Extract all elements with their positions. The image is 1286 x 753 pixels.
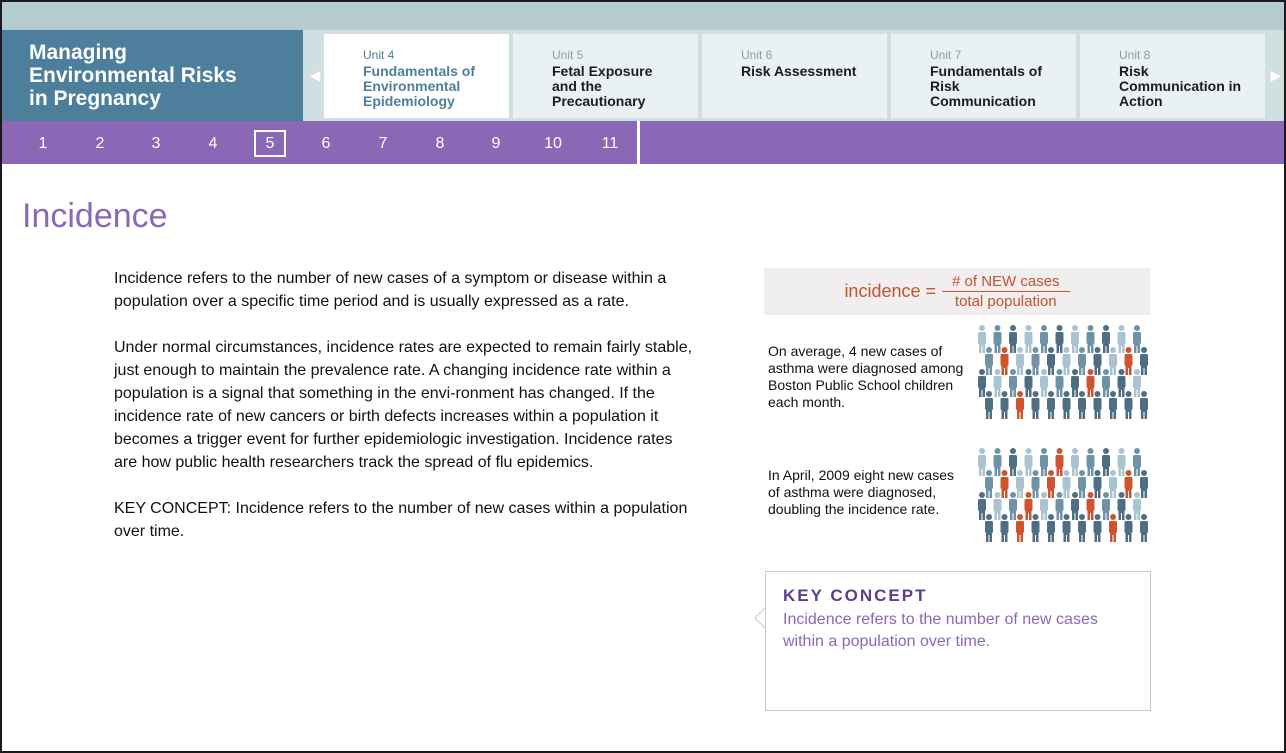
person-figure-icon [1071,369,1079,397]
person-figure-icon [1094,347,1102,375]
person-figure-icon [985,347,993,375]
page-navigation [2,121,1284,164]
person-figure-icon [1087,325,1095,353]
formula-label: incidence = [844,281,937,301]
person-figure-icon [1009,325,1017,353]
person-figure-icon [1078,347,1086,375]
formula-fraction [942,273,1070,310]
person-figure-icon [1094,514,1102,542]
person-figure-icon [1118,325,1126,353]
person-figure-icon [1056,448,1064,476]
person-figure-icon [1063,470,1071,498]
person-figure-icon [1102,369,1110,397]
unit-tab-5[interactable] [513,34,698,118]
person-figure-icon [1047,347,1055,375]
key-concept-callout [765,571,1151,711]
paragraph-key-concept: KEY CONCEPT: Incidence refers to the number of new cases within a population over time. [114,500,688,540]
person-figure-icon [1063,391,1071,419]
course-title: Managing Environmental Risks in Pregnancy [2,30,303,121]
unit-name: Fundamentals of Risk Communication [930,63,1043,109]
person-figure-icon [1063,347,1071,375]
person-figure-icon [1118,369,1126,397]
person-figure-icon [1071,492,1079,520]
person-figure-icon [1032,470,1040,498]
person-figure-icon [1078,391,1086,419]
prev-unit-arrow-icon[interactable]: ◀ [309,67,321,83]
stat-april-2009-cases: In April, 2009 eight new cases of asthma were diagnosed, doubling the incidence rate. [768,467,955,517]
paragraph-definition: Incidence refers to the number of new cases of a symptom or disease within a population over a specific time period and is usually expressed as a rate. [114,270,667,310]
person-figure-icon [994,325,1002,353]
unit-name: Fundamentals of Environmental Epidemiology [363,63,476,109]
page-button-2[interactable]: 2 [95,135,105,152]
formula-denominator: total population [954,293,1057,310]
person-figure-icon [1071,325,1079,353]
person-figure-icon [1102,325,1110,353]
person-figure-icon [1087,369,1095,397]
person-figure-icon [1056,492,1064,520]
person-figure-icon [1109,470,1117,498]
person-figure-icon [985,470,993,498]
person-figure-icon [1125,347,1133,375]
person-figure-icon [1040,448,1048,476]
unit-number: Unit 6 [741,48,773,62]
person-figure-icon [1133,325,1141,353]
unit-number: Unit 5 [552,48,584,62]
page-button-6[interactable]: 6 [321,135,331,152]
person-figure-icon [1032,347,1040,375]
person-figure-icon [1071,448,1079,476]
person-figure-icon [985,514,993,542]
person-figure-icon [1025,492,1033,520]
person-figure-icon [1087,492,1095,520]
person-figure-icon [994,448,1002,476]
person-figure-icon [1094,470,1102,498]
person-figure-icon [994,369,1002,397]
unit-tab-4[interactable] [324,34,509,118]
unit-name: Risk Assessment [741,63,857,79]
unit-name: Fetal Exposure and the Precautionary [552,63,653,109]
person-figure-icon [1140,347,1148,375]
stat-monthly-cases: On average, 4 new cases of asthma were diagnosed among Boston Public School children each month. [768,343,964,410]
person-figure-icon [978,325,986,353]
person-figure-icon [1056,369,1064,397]
page-button-3[interactable]: 3 [151,135,161,152]
paragraph-circumstances: Under normal circumstances, incidence rates are expected to remain fairly stable, just enough to maintain the prevalence rate. A changing incidence rate within a population is a signal that something in the envi-ronment has changed. If the incidence rate of new cancers or birth defects increases within a population it becomes a trigger event for further epidemiologic investigation. Incidence rates are how public health researchers track the spread of flu epidemics. [114,339,693,471]
person-figure-icon [1009,369,1017,397]
person-figure-icon [1063,514,1071,542]
person-figure-icon [1032,391,1040,419]
key-concept-text: Incidence refers to the number of new cases within a population over time. [783,611,1098,650]
unit-number: Unit 8 [1119,48,1151,62]
person-figure-icon [1016,347,1024,375]
page-button-8[interactable]: 8 [435,135,445,152]
incidence-formula [764,268,1150,315]
body-text [114,267,694,566]
page-button-10[interactable]: 10 [544,135,562,152]
person-figure-icon [1009,492,1017,520]
people-figures-8-highlighted [970,448,1150,560]
person-figure-icon [1140,470,1148,498]
person-figure-icon [1040,369,1048,397]
person-figure-icon [1102,448,1110,476]
person-figure-icon [1001,391,1009,419]
page-button-9[interactable]: 9 [491,135,501,152]
next-unit-arrow-icon[interactable]: ▶ [1270,67,1282,83]
course-header [2,30,1284,121]
person-figure-icon [1056,325,1064,353]
person-figure-icon [1001,470,1009,498]
unit-number: Unit 7 [930,48,962,62]
unit-tab-8[interactable] [1080,34,1265,118]
person-figure-icon [1025,369,1033,397]
unit-number: Unit 4 [363,48,395,62]
page-button-7[interactable]: 7 [378,135,388,152]
person-figure-icon [1140,514,1148,542]
person-figure-icon [1118,448,1126,476]
people-figures-4-highlighted [970,325,1150,435]
person-figure-icon [1016,470,1024,498]
person-figure-icon [994,492,1002,520]
page-button-11[interactable]: 11 [601,135,619,152]
person-figure-icon [1125,391,1133,419]
page-button-5-current[interactable]: 5 [254,130,286,157]
person-figure-icon [1109,514,1117,542]
page-button-1[interactable]: 1 [38,135,48,152]
person-figure-icon [1016,391,1024,419]
formula-numerator: # of NEW cases [942,273,1070,292]
person-figure-icon [1094,391,1102,419]
person-figure-icon [1047,514,1055,542]
person-figure-icon [1140,391,1148,419]
person-figure-icon [1118,492,1126,520]
person-figure-icon [978,448,986,476]
unit-tab-6[interactable] [702,34,887,118]
person-figure-icon [1040,492,1048,520]
person-figure-icon [1025,325,1033,353]
person-figure-icon [978,369,986,397]
unit-tab-7[interactable] [891,34,1076,118]
key-concept-heading: KEY CONCEPT [783,586,928,605]
person-figure-icon [985,391,993,419]
person-figure-icon [1001,514,1009,542]
person-figure-icon [1109,391,1117,419]
person-figure-icon [1009,448,1017,476]
page-title: Incidence [22,197,168,235]
person-figure-icon [1001,347,1009,375]
person-figure-icon [1047,391,1055,419]
person-figure-icon [1032,514,1040,542]
person-figure-icon [1109,347,1117,375]
person-figure-icon [1025,448,1033,476]
unit-name: Risk Communication in Action [1119,63,1242,109]
person-figure-icon [1125,470,1133,498]
person-figure-icon [1133,492,1141,520]
person-figure-icon [1040,325,1048,353]
top-strip [2,2,1284,30]
person-figure-icon [1016,514,1024,542]
person-figure-icon [1078,470,1086,498]
person-figure-icon [1125,514,1133,542]
person-figure-icon [978,492,986,520]
person-figure-icon [1133,448,1141,476]
person-figure-icon [1047,470,1055,498]
page-button-4[interactable]: 4 [208,135,218,152]
person-figure-icon [1087,448,1095,476]
person-figure-icon [1102,492,1110,520]
person-figure-icon [1133,369,1141,397]
pagebar-divider [637,121,640,164]
person-figure-icon [1078,514,1086,542]
